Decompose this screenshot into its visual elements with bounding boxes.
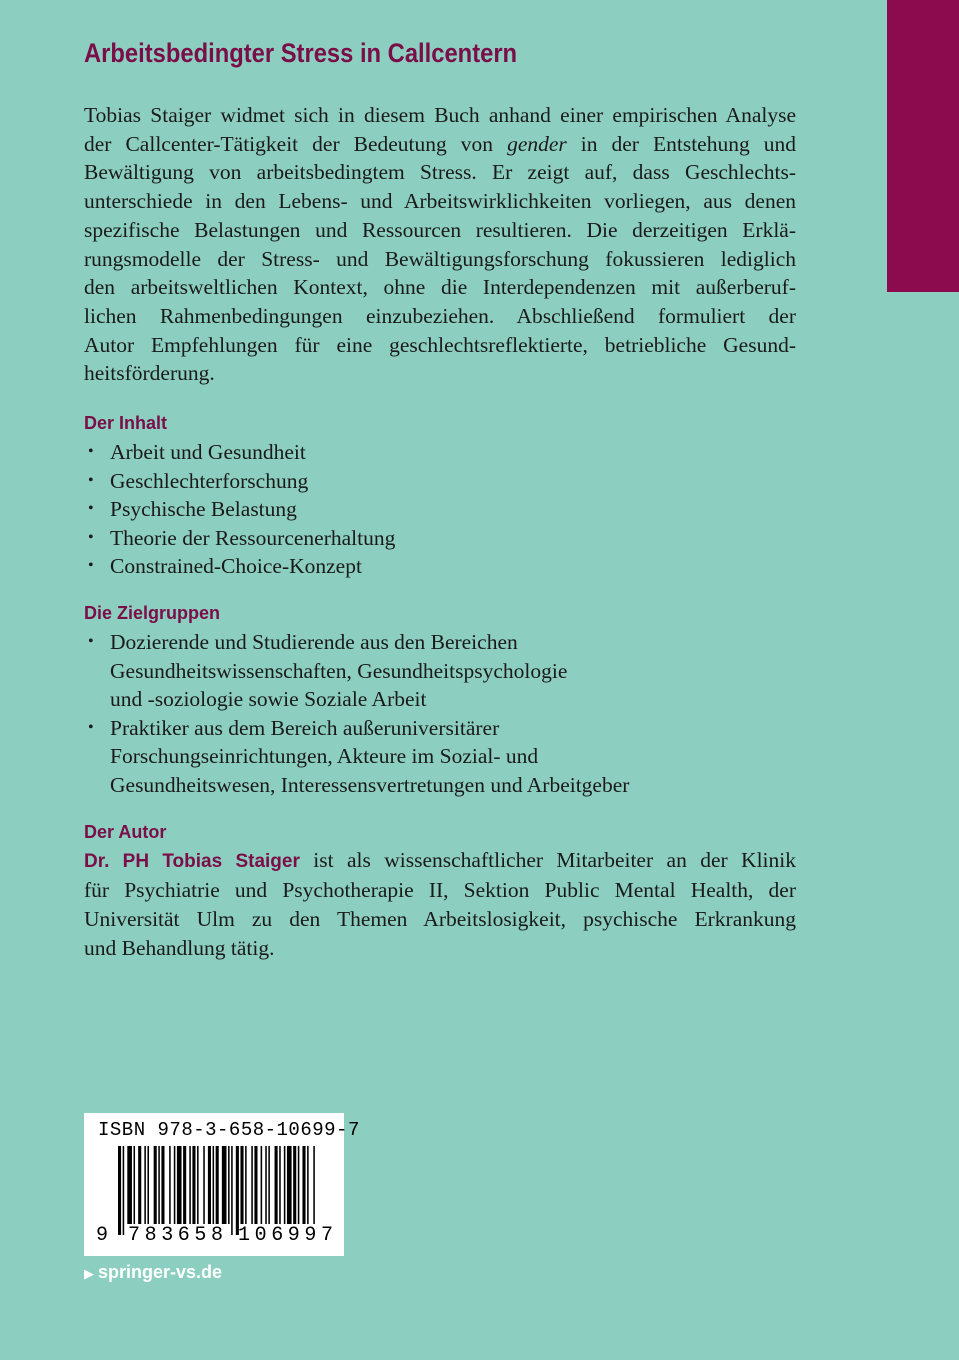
author-line: für Psychiatrie und Psychotherapie II, Sektion Public Mental Health, der [84, 878, 796, 902]
barcode-bar [174, 1146, 176, 1224]
barcode-bar [245, 1146, 247, 1224]
blurb-line: lichen Rahmenbedingungen einzubeziehen. Abschließend formuliert der [84, 303, 796, 328]
barcode-bar [261, 1146, 263, 1224]
website-text: springer-vs.de [98, 1262, 223, 1282]
blurb-line: unterschiede in den Lebens- und Arbeitswirklichkeiten vorliegen, aus denen [84, 189, 796, 214]
barcode-bar [287, 1146, 292, 1224]
author-line: Universität Ulm zu den Themen Arbeitslosigkeit, psychische Erkrankung [84, 907, 796, 931]
contents-item-text: Constrained-Choice-Konzept [110, 554, 362, 578]
barcode-bar [154, 1146, 157, 1224]
barcode-bar [236, 1146, 239, 1235]
barcode-bar [313, 1146, 315, 1224]
audience-item-text: und -soziologie sowie Soziale Arbeit [110, 687, 427, 711]
contents-heading: Der Inhalt [84, 413, 168, 433]
barcode-bar [123, 1146, 125, 1235]
contents-item [84, 552, 395, 581]
author-line: Dr. PH Tobias Staiger ist als wissenschaftlicher Mitarbeiter an der Klinik [84, 848, 796, 872]
barcode-bar [279, 1146, 281, 1224]
barcode-bar [231, 1146, 233, 1235]
barcode-bar [216, 1146, 219, 1224]
barcode-bar [158, 1146, 160, 1224]
barcode-digit-first: 9 [96, 1224, 109, 1247]
isbn-barcode [84, 1113, 360, 1256]
audience-item-text: Gesundheitswesen, Interessensvertretungen und Arbeitgeber [110, 772, 630, 797]
blurb-line: rungsmodelle der Stress- und Bewältigungsforschung fokussieren lediglich [84, 246, 796, 271]
bullet-icon: • [88, 633, 94, 650]
publisher-website[interactable] [84, 1262, 222, 1283]
barcode-bar [284, 1146, 286, 1224]
contents-item [84, 524, 395, 553]
barcode-bar [275, 1146, 278, 1224]
contents-item-text: Geschlechterforschung [110, 468, 309, 493]
barcode-bar [203, 1146, 205, 1224]
barcode-bar [240, 1146, 243, 1224]
emphasis: gender [507, 131, 567, 156]
author-line: und Behandlung tätig. [84, 936, 275, 960]
blurb-line: Autor Empfehlungen für eine geschlechtsreflektierte, betriebliche Gesund- [84, 332, 796, 357]
barcode-bar [127, 1146, 132, 1224]
barcode-bar [169, 1146, 171, 1224]
audience-list [84, 628, 629, 799]
blurb-line: Bewältigung von arbeitsbedingtem Stress. Er zeigt auf, dass Geschlechts- [84, 160, 796, 185]
barcode-bar [302, 1146, 305, 1224]
barcode-bar [161, 1146, 164, 1224]
blurb-line: den arbeitsweltlichen Kontext, ohne die Interdependenzen mit außerberuf- [84, 275, 796, 300]
barcode-bar [177, 1146, 182, 1224]
barcode-bar [189, 1146, 191, 1224]
barcode-bar [268, 1146, 270, 1224]
barcode-bar [208, 1146, 211, 1224]
audience-item-text: Gesundheitswissenschaften, Gesundheitspsychologie [110, 658, 568, 683]
contents-item-text: Arbeit und Gesundheit [110, 440, 306, 464]
barcode-bar [265, 1146, 267, 1224]
barcode-digits-left: 783658 [128, 1224, 228, 1247]
barcode-bar [254, 1146, 257, 1224]
contents-item-text: Theorie der Ressourcenerhaltung [110, 525, 396, 550]
contents-item-text: Psychische Belastung [110, 497, 297, 521]
bullet-icon: • [88, 443, 94, 460]
bullet-icon: • [88, 557, 94, 574]
contents-item [84, 438, 395, 467]
blurb-line: heitsförderung. [84, 361, 215, 386]
barcode-bar [298, 1146, 300, 1224]
audience-item [84, 714, 629, 800]
bullet-icon: • [88, 471, 94, 489]
barcode-bar [144, 1146, 146, 1224]
contents-list [84, 438, 395, 581]
barcode-bar [118, 1146, 121, 1235]
barcode-bar [293, 1146, 296, 1224]
bullet-icon: • [88, 718, 94, 736]
arrow-right-icon: ▶ [84, 1266, 94, 1281]
isbn-label: ISBN 978-3-658-10699-7 [98, 1119, 360, 1141]
audience-item-text: Dozierende und Studierende aus den Bereichen [110, 630, 518, 654]
audience-heading: Die Zielgruppen [84, 603, 221, 623]
barcode-bar [147, 1146, 149, 1224]
contents-item [84, 495, 395, 524]
barcode-bar [228, 1146, 230, 1224]
barcode-bar [222, 1146, 227, 1224]
barcode-bar [197, 1146, 199, 1224]
corner-color-tab [887, 0, 959, 292]
barcode-bar [192, 1146, 195, 1224]
blurb-line: Tobias Staiger widmet sich in diesem Buch anhand einer empirischen Analyse [84, 103, 796, 127]
audience-item [84, 628, 629, 714]
book-title: Arbeitsbedingter Stress in Callcentern [84, 38, 518, 68]
author-name: Dr. PH Tobias Staiger [84, 851, 300, 872]
audience-item-text: Forschungseinrichtungen, Akteure im Sozial- und [110, 744, 539, 768]
blurb-line: der Callcenter-Tätigkeit der Bedeutung von gender in der Entstehung und [84, 131, 796, 156]
blurb-text [84, 101, 796, 388]
audience-item-text: Praktiker aus dem Bereich außeruniversitärer [110, 715, 500, 740]
bullet-icon: • [88, 528, 94, 546]
barcode-bar [138, 1146, 141, 1224]
barcode-bar [213, 1146, 215, 1224]
barcode-bar [183, 1146, 186, 1224]
author-bio [84, 846, 796, 963]
barcode-bar [251, 1146, 253, 1224]
barcode-bar [307, 1146, 309, 1224]
barcode-digits [84, 1224, 344, 1250]
barcode-digits-right: 106997 [238, 1224, 338, 1247]
author-heading: Der Autor [84, 822, 167, 842]
blurb-line: spezifische Belastungen und Ressourcen resultieren. Die derzeitigen Erklä- [84, 217, 796, 242]
contents-item [84, 467, 395, 496]
barcode-bar [134, 1146, 136, 1224]
bullet-icon: • [88, 500, 94, 517]
